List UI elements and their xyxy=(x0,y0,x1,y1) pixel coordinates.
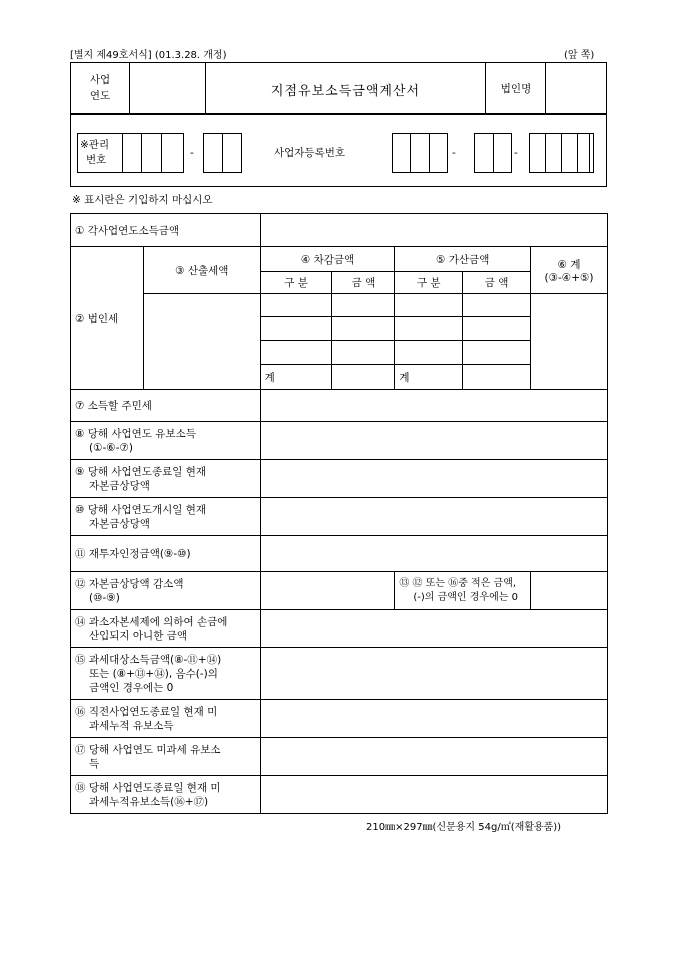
row-18-label xyxy=(71,776,261,814)
form-title: 지점유보소득금액계산서 xyxy=(270,84,421,99)
row-9-line-2: 자본금상당액 xyxy=(89,479,150,492)
row-14-label xyxy=(71,610,261,648)
year-label-1: 사업 xyxy=(89,74,111,86)
dash-2: - xyxy=(452,147,456,159)
corp-name-label: 법인명 xyxy=(500,83,532,95)
row-10-label xyxy=(71,498,261,536)
dash-3: - xyxy=(514,147,518,159)
row-10-value[interactable] xyxy=(260,498,607,536)
row-14-line-2: 산입되지 아니한 금액 xyxy=(89,629,187,642)
row-13-value[interactable] xyxy=(531,572,608,610)
row-17-label xyxy=(71,738,261,776)
row-12-label xyxy=(71,572,261,610)
row-12-value[interactable] xyxy=(260,572,395,610)
deduct-header: ④ 차감금액 xyxy=(260,247,395,272)
row-13-label xyxy=(395,572,531,610)
row-14-value[interactable] xyxy=(260,610,607,648)
row-10-line-1: ⑩ 당해 사업연도개시일 현재 xyxy=(75,503,206,516)
cell[interactable] xyxy=(332,365,395,390)
deduct-gubun: 구 분 xyxy=(260,272,332,294)
page-side-label: (앞 쪽) xyxy=(564,50,595,61)
deduct-amount: 금 액 xyxy=(332,272,395,294)
cell[interactable] xyxy=(395,341,463,365)
add-amount: 금 액 xyxy=(463,272,531,294)
row-18-line-1: ⑱ 당해 사업연도종료일 현재 미 xyxy=(75,781,221,794)
deduct-total-label: 계 xyxy=(260,365,332,390)
row-13-line-1: ⑬ ⑫ 또는 ⑯중 적은 금액, xyxy=(399,577,517,589)
paper-spec: 210㎜×297㎜(신문용지 54g/㎡(재활용품)) xyxy=(366,822,562,833)
year-label-2: 연도 xyxy=(89,90,111,102)
mgmt-label-2: 번호 xyxy=(86,154,107,166)
row-12-line-2: (⑩-⑨) xyxy=(89,591,120,604)
row-7-label: ⑦ 소득할 주민세 xyxy=(71,390,261,422)
row-16-line-2: 과세누적 유보소득 xyxy=(89,719,174,732)
notice-text: ※ 표시란은 기입하지 마십시오 xyxy=(72,194,213,206)
cell[interactable] xyxy=(260,294,332,317)
row-9-label xyxy=(71,460,261,498)
add-header: ⑤ 가산금액 xyxy=(395,247,531,272)
row-17-line-1: ⑰ 당해 사업연도 미과세 유보소 xyxy=(75,743,221,756)
row-17-line-2: 득 xyxy=(89,757,100,770)
row-15-line-3: 금액인 경우에는 0 xyxy=(89,681,174,694)
add-gubun: 구 분 xyxy=(395,272,463,294)
row-15-value[interactable] xyxy=(260,648,607,700)
cell[interactable] xyxy=(463,317,531,341)
row-13-line-2: (-)의 금액인 경우에는 0 xyxy=(413,591,518,603)
row-9-line-1: ⑨ 당해 사업연도종료일 현재 xyxy=(75,465,206,478)
cell[interactable] xyxy=(463,294,531,317)
row-8-label xyxy=(71,422,261,460)
cell[interactable] xyxy=(332,341,395,365)
add-total-label: 계 xyxy=(395,365,463,390)
calc-tax-header: ③ 산출세액 xyxy=(143,247,260,294)
row-1-label: ① 각사업연도소득금액 xyxy=(71,214,261,247)
sum-header-2: (③-④+⑤) xyxy=(544,271,594,284)
cell[interactable] xyxy=(463,365,531,390)
cell[interactable] xyxy=(395,317,463,341)
dash-1: - xyxy=(190,147,194,159)
form-number: [별지 제49호서식] (01.3.28. 개정) xyxy=(70,50,227,61)
row-1-value[interactable] xyxy=(260,214,607,247)
row-16-value[interactable] xyxy=(260,700,607,738)
row-10-line-2: 자본금상당액 xyxy=(89,517,150,530)
row-18-line-2: 과세누적유보소득(⑯+⑰) xyxy=(89,795,209,808)
row-15-line-2: 또는 (⑧+⑬+⑭), 음수(-)의 xyxy=(89,667,218,680)
cell[interactable] xyxy=(395,294,463,317)
row-14-line-1: ⑭ 과소자본세제에 의하여 손금에 xyxy=(75,615,228,628)
cell[interactable] xyxy=(332,317,395,341)
row-15-label xyxy=(71,648,261,700)
row-16-line-1: ⑯ 직전사업연도종료일 현재 미 xyxy=(75,705,218,718)
calc-table xyxy=(70,213,608,814)
row-2-label: ② 법인세 xyxy=(71,247,144,390)
row-16-label xyxy=(71,700,261,738)
row-12-line-1: ⑫ 자본금상당액 감소액 xyxy=(75,577,184,590)
sum-header xyxy=(531,247,608,294)
row-8-line-2: (①-⑥-⑦) xyxy=(89,441,134,454)
mgmt-label-1: ※관리 xyxy=(80,139,110,151)
cell[interactable] xyxy=(260,341,332,365)
mgmt-number-box[interactable] xyxy=(77,133,184,173)
row-7-value[interactable] xyxy=(260,390,607,422)
sum-header-1: ⑥ 계 xyxy=(557,258,581,271)
row-11-value[interactable] xyxy=(260,536,607,572)
cell[interactable] xyxy=(260,317,332,341)
row-17-value[interactable] xyxy=(260,738,607,776)
row-18-value[interactable] xyxy=(260,776,607,814)
business-reg-label: 사업자등록번호 xyxy=(274,147,346,159)
sum-value[interactable] xyxy=(531,294,608,390)
reg-box-1[interactable] xyxy=(392,133,448,173)
cell[interactable] xyxy=(332,294,395,317)
calc-tax-value[interactable] xyxy=(143,294,260,390)
row-9-value[interactable] xyxy=(260,460,607,498)
row-15-line-1: ⑮ 과세대상소득금액(⑧-⑪+⑭) xyxy=(75,653,222,666)
row-8-value[interactable] xyxy=(260,422,607,460)
row-11-label: ⑪ 재투자인정금액(⑨-⑩) xyxy=(71,536,261,572)
cell[interactable] xyxy=(463,341,531,365)
row-8-line-1: ⑧ 당해 사업연도 유보소득 xyxy=(75,427,196,440)
